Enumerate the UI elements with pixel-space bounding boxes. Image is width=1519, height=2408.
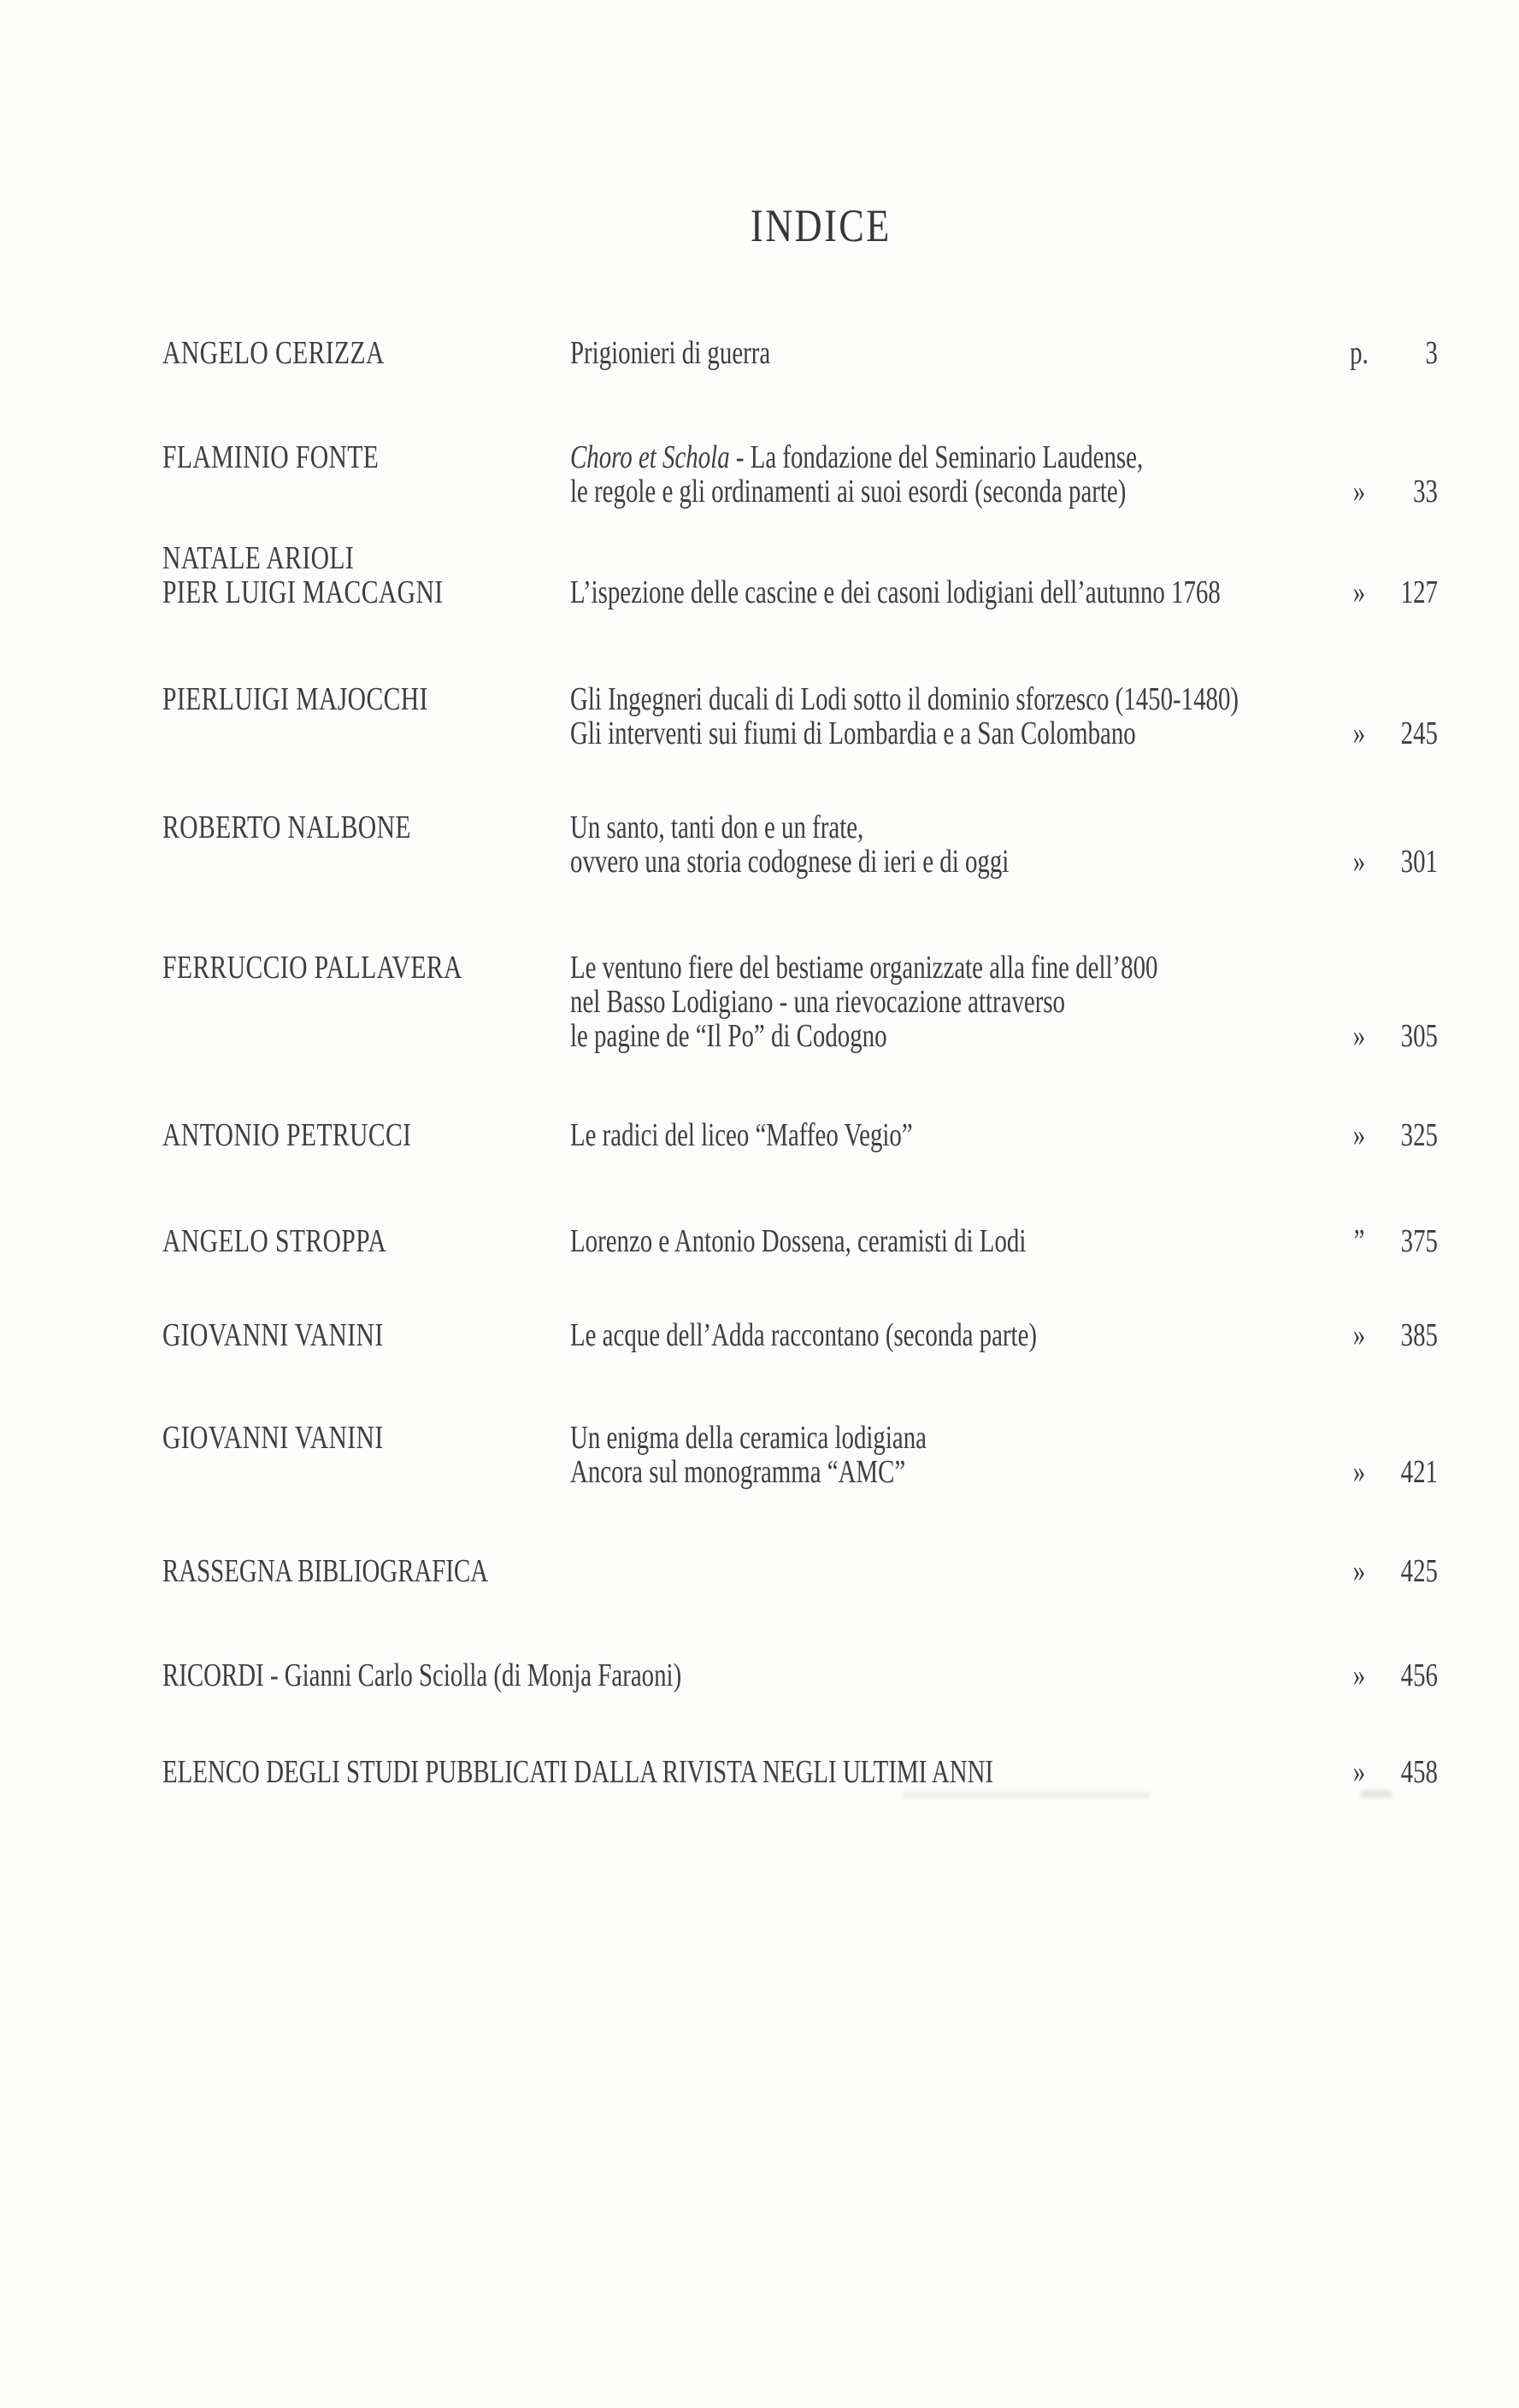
entry-title-line	[570, 845, 1009, 879]
entry-author: PIER LUIGI MACCAGNI	[162, 574, 444, 610]
title-segment: le regole e gli ordinamenti ai suoi esordi (seconda parte)	[570, 474, 1127, 509]
entry-author: ROBERTO NALBONE	[162, 810, 411, 845]
entry-title-line	[570, 716, 1136, 751]
page-column-symbol: ”	[1353, 1223, 1365, 1259]
title-segment: Un enigma della ceramica lodigiana	[570, 1420, 927, 1456]
scan-artifact	[902, 1793, 1150, 1799]
page-column-symbol: »	[1352, 844, 1366, 880]
scan-artifact	[1361, 1790, 1392, 1798]
page-number: 3	[1425, 335, 1438, 371]
entry-title-line	[570, 985, 1065, 1019]
page-column-symbol: »	[1352, 574, 1366, 610]
title-segment: Le radici del liceo “Maffeo Vegio”	[570, 1117, 913, 1153]
page-column-symbol: »	[1352, 1117, 1366, 1153]
entry-title-line	[570, 336, 770, 370]
title-segment: RASSEGNA BIBLIOGRAFICA	[162, 1553, 489, 1589]
title-segment: L’ispezione delle cascine e dei casoni lodigiani dell’autunno 1768	[570, 574, 1221, 610]
page-number: 127	[1400, 574, 1438, 610]
page-number: 305	[1400, 1018, 1438, 1054]
entry-author: ANTONIO PETRUCCI	[162, 1117, 412, 1153]
page-column-symbol: »	[1352, 715, 1366, 751]
title-segment: Un santo, tanti don e un frate,	[570, 810, 864, 845]
page-number: 421	[1400, 1454, 1438, 1490]
title-segment: - La fondazione del Seminario Laudense,	[729, 439, 1144, 475]
page-column-symbol: »	[1352, 1454, 1366, 1490]
title-segment: Le ventuno fiere del bestiame organizzate alla fine dell’800	[570, 950, 1158, 986]
title-segment: le pagine de “Il Po” di Codogno	[570, 1018, 887, 1054]
page-column-symbol: »	[1352, 1553, 1366, 1589]
page-column-symbol: »	[1352, 1754, 1366, 1790]
entry-heading	[162, 1554, 488, 1588]
title-segment: Lorenzo e Antonio Dossena, ceramisti di Lodi	[570, 1223, 1027, 1259]
entry-title-line	[570, 1224, 1026, 1258]
entry-title-line	[570, 682, 1239, 716]
entry-author: NATALE ARIOLI	[162, 540, 355, 576]
entry-title-line	[570, 440, 1143, 474]
entry-author: PIERLUIGI MAJOCCHI	[162, 681, 428, 717]
entry-heading	[162, 1658, 681, 1693]
title-segment: ELENCO DEGLI STUDI PUBBLICATI DALLA RIVISTA NEGLI ULTIMI ANNI	[162, 1754, 994, 1790]
entry-author: FLAMINIO FONTE	[162, 439, 380, 475]
entry-title-line	[570, 1421, 927, 1455]
page-number: 33	[1413, 474, 1438, 509]
title-segment: Gli Ingegneri ducali di Lodi sotto il dominio sforzesco (1450-1480)	[570, 681, 1239, 717]
title-segment-italic: Choro et Schola	[570, 439, 730, 475]
title-segment: ovvero una storia codognese di ieri e di oggi	[570, 844, 1010, 880]
entry-author: ANGELO STROPPA	[162, 1223, 387, 1259]
page-column-symbol: »	[1352, 1018, 1366, 1054]
title-segment: Prigionieri di guerra	[570, 335, 771, 371]
entry-author: GIOVANNI VANINI	[162, 1420, 384, 1456]
page-column-symbol: »	[1352, 1317, 1366, 1353]
entry-title-line	[570, 1118, 913, 1152]
page-column-symbol: »	[1352, 474, 1366, 509]
entry-title-line	[570, 1318, 1037, 1352]
page-number: 425	[1400, 1553, 1438, 1589]
entry-title-line	[570, 1019, 887, 1053]
page-number: 456	[1400, 1657, 1438, 1693]
page-number: 301	[1400, 844, 1438, 880]
entry-author: GIOVANNI VANINI	[162, 1317, 384, 1353]
page-column-symbol: »	[1352, 1657, 1366, 1693]
entry-title-line	[570, 951, 1157, 985]
page-number: 325	[1400, 1117, 1438, 1153]
entry-title-line	[570, 810, 863, 845]
title-segment: Gli interventi sui fiumi di Lombardia e a San Colombano	[570, 715, 1136, 751]
entry-title-line	[570, 474, 1126, 509]
page-number: 385	[1400, 1317, 1438, 1353]
page-title: INDICE	[751, 200, 892, 251]
entry-heading	[162, 1755, 993, 1789]
title-segment: Ancora sul monogramma “AMC”	[570, 1454, 906, 1490]
entry-title-line	[570, 575, 1221, 609]
entry-title-line	[570, 1455, 905, 1489]
page-column-symbol: p.	[1350, 335, 1369, 371]
entry-author: ANGELO CERIZZA	[162, 335, 385, 371]
page-number: 375	[1400, 1223, 1438, 1259]
title-segment: nel Basso Lodigiano - una rievocazione attraverso	[570, 984, 1066, 1020]
title-segment: Le acque dell’Adda raccontano (seconda parte)	[570, 1317, 1038, 1353]
entry-author: FERRUCCIO PALLAVERA	[162, 950, 462, 986]
page-number: 245	[1400, 715, 1438, 751]
page-number: 458	[1400, 1754, 1438, 1790]
title-segment: RICORDI - Gianni Carlo Sciolla (di Monja Faraoni)	[162, 1657, 682, 1693]
